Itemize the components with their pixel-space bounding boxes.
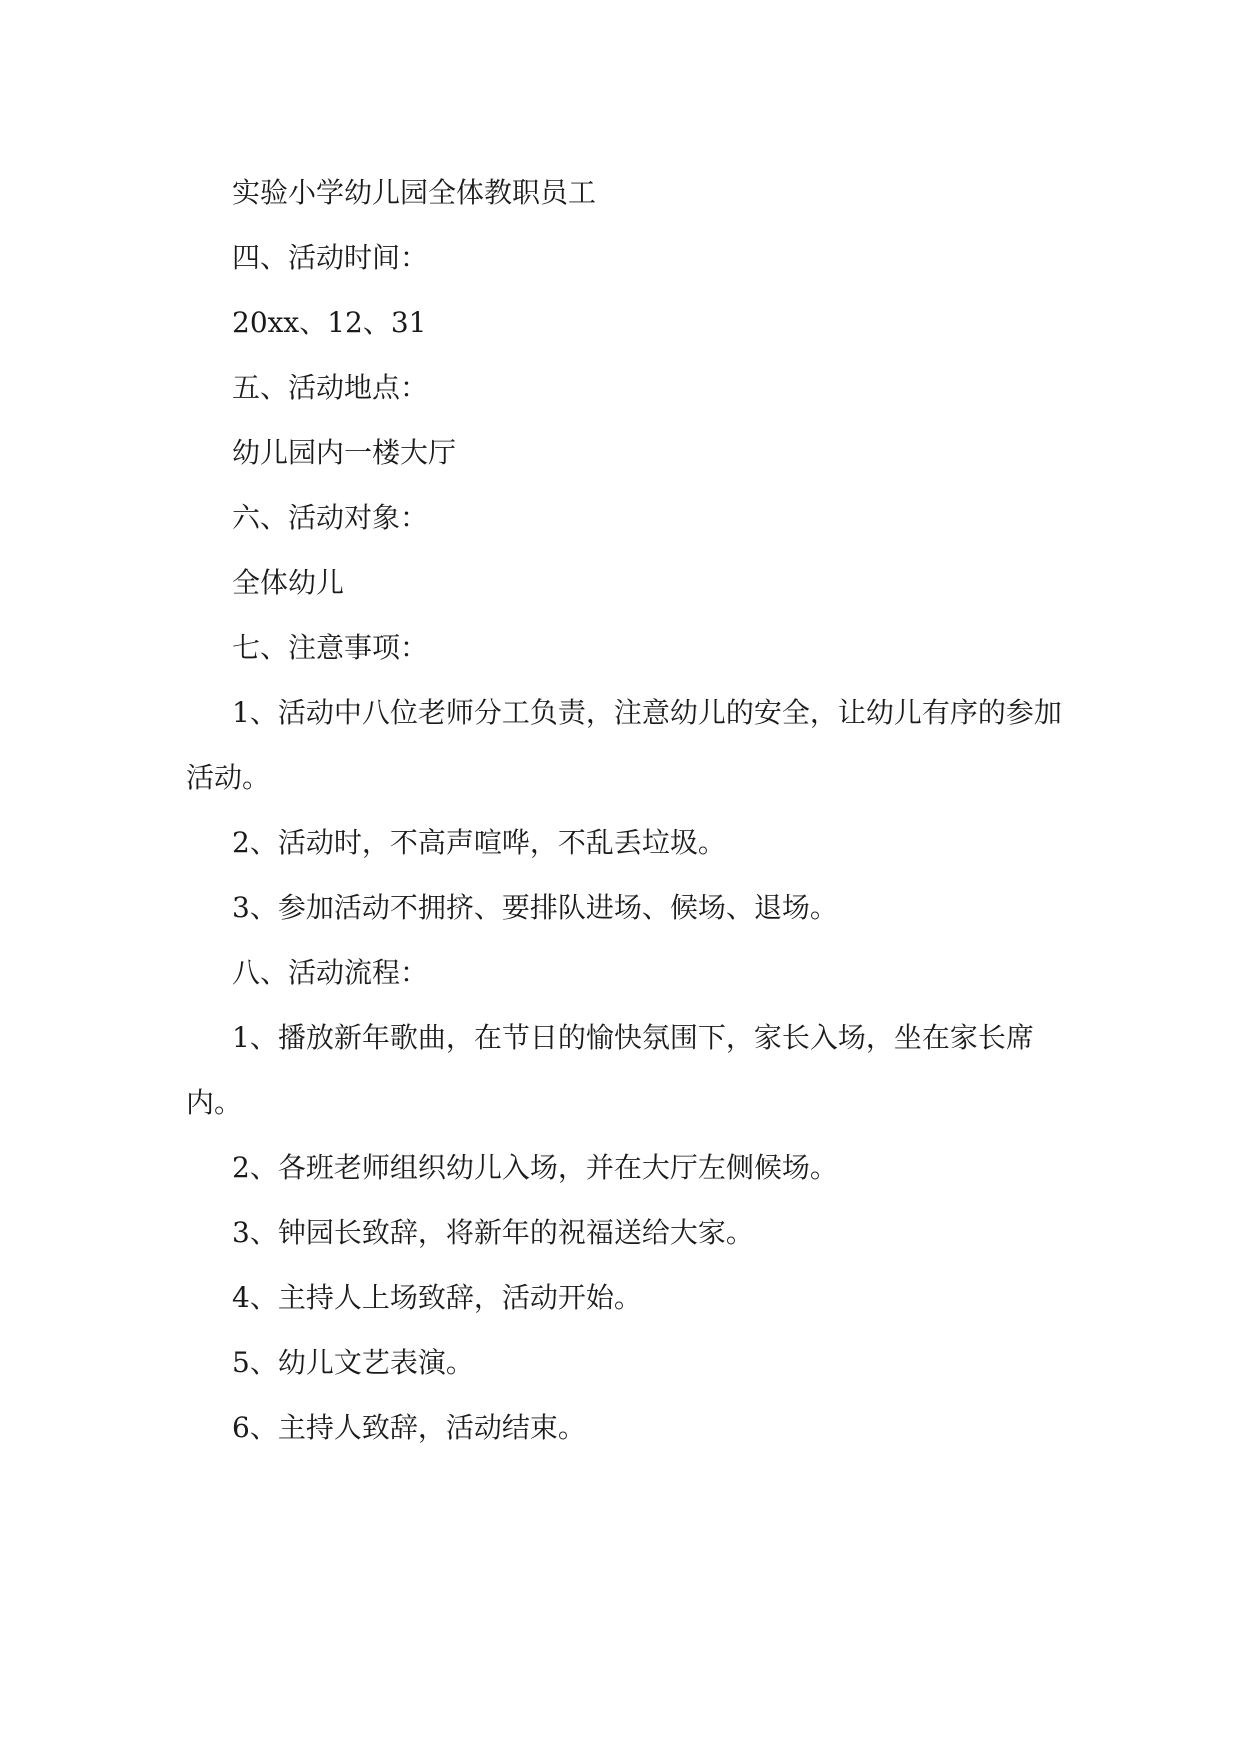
activity-location: 幼儿园内一楼大厅 <box>232 436 457 469</box>
procedure-step: 4、主持人上场致辞，活动开始。 <box>232 1281 642 1314</box>
section-heading-time: 四、活动时间： <box>232 241 429 274</box>
section-heading-notes: 七、注意事项： <box>232 631 429 664</box>
procedure-step: 2、各班老师组织幼儿入场，并在大厅左侧候场。 <box>232 1151 838 1184</box>
procedure-step: 5、幼儿文艺表演。 <box>232 1346 474 1379</box>
participants-text: 实验小学幼儿园全体教职员工 <box>232 176 597 209</box>
document-body <box>186 160 1066 1460</box>
note-item: 2、活动时，不高声喧哗，不乱丢垃圾。 <box>232 826 726 859</box>
note-item: 3、参加活动不拥挤、要排队进场、候场、退场。 <box>232 891 838 924</box>
procedure-step: 1、播放新年歌曲，在节日的愉快氛围下，家长入场，坐在家长席内。 <box>186 1021 1034 1119</box>
activity-date: 20xx、12、31 <box>232 306 427 339</box>
procedure-step: 3、钟园长致辞，将新年的祝福送给大家。 <box>232 1216 754 1249</box>
note-item: 1、活动中八位老师分工负责，注意幼儿的安全，让幼儿有序的参加活动。 <box>186 696 1062 794</box>
section-heading-procedure: 八、活动流程： <box>232 956 429 989</box>
procedure-step: 6、主持人致辞，活动结束。 <box>232 1411 586 1444</box>
section-heading-location: 五、活动地点： <box>232 371 429 404</box>
activity-audience: 全体幼儿 <box>232 566 345 599</box>
section-heading-audience: 六、活动对象： <box>232 501 429 534</box>
